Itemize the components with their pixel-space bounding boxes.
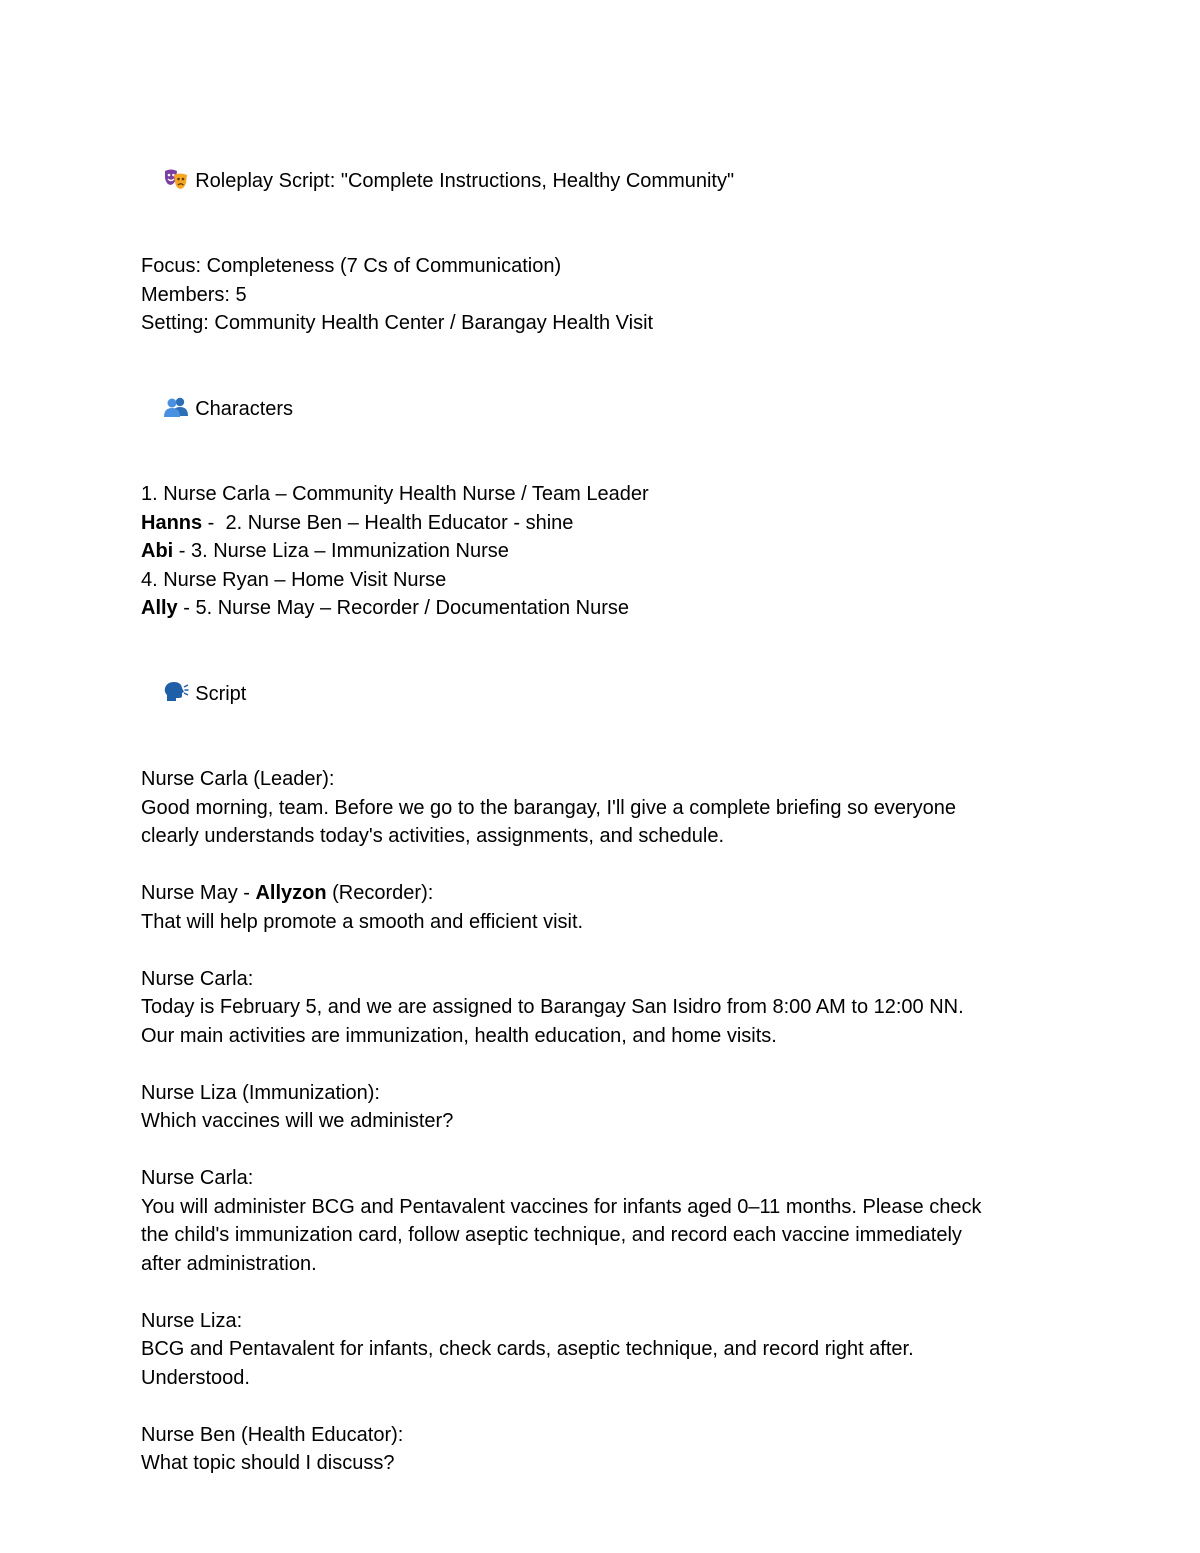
dialogue-line: clearly understands today's activities, assignments, and schedule.	[141, 825, 725, 847]
dialogue-line: Our main activities are immunization, health education, and home visits.	[141, 1024, 777, 1047]
member-name: Ally	[141, 597, 178, 619]
dialogue-line: What topic should I discuss?	[141, 1452, 395, 1474]
dialogue-line: Understood.	[141, 1366, 250, 1389]
dialogue-line: You will administer BCG and Pentavalent vaccines for infants aged 0–11 months. Please check	[141, 1195, 982, 1218]
characters-heading	[141, 366, 1071, 452]
character-item: Hanns - 2. Nurse Ben – Health Educator - shine	[141, 511, 574, 534]
character-item: 1. Nurse Carla – Community Health Nurse / Team Leader	[141, 483, 649, 505]
speaker-label: Nurse Carla (Leader):	[141, 768, 335, 790]
script-heading-label: Script	[195, 682, 247, 705]
script-heading	[141, 651, 1071, 737]
setting-line: Setting: Community Health Center / Barangay Health Visit	[141, 312, 654, 334]
speaker-label: Nurse Carla:	[141, 967, 254, 990]
members-line: Members: 5	[141, 283, 247, 306]
speaker-label: Nurse Liza (Immunization):	[141, 1081, 380, 1104]
character-item: Ally - 5. Nurse May – Recorder / Documentation Nurse	[141, 597, 629, 619]
speaking-head-icon	[163, 681, 189, 703]
characters-heading-label: Characters	[195, 397, 294, 420]
dialogue-line: Today is February 5, and we are assigned to Barangay San Isidro from 8:00 AM to 12:00 NN.	[141, 996, 964, 1018]
speaker-label: Nurse Liza:	[141, 1309, 243, 1332]
member-name: Allyzon	[255, 882, 327, 904]
dialogue-line: the child's immunization card, follow aseptic technique, and record each vaccine immediately	[141, 1224, 962, 1246]
speaker-label: Nurse Ben (Health Educator):	[141, 1423, 404, 1446]
character-item: 4. Nurse Ryan – Home Visit Nurse	[141, 568, 447, 591]
member-name: Hanns	[141, 511, 203, 534]
performing-arts-masks-icon	[163, 168, 189, 190]
character-item: Abi - 3. Nurse Liza – Immunization Nurse	[141, 540, 509, 562]
dialogue-line: That will help promote a smooth and efficient visit.	[141, 910, 584, 933]
dialogue-line: BCG and Pentavalent for infants, check cards, aseptic technique, and record right after.	[141, 1338, 914, 1360]
focus-line: Focus: Completeness (7 Cs of Communication)	[141, 255, 562, 277]
speaker-label: Nurse Carla:	[141, 1167, 254, 1189]
dialogue-line: Which vaccines will we administer?	[141, 1110, 454, 1132]
dialogue-line: Good morning, team. Before we go to the barangay, I'll give a complete briefing so everyone	[141, 796, 957, 819]
people-silhouettes-icon	[163, 396, 189, 418]
dialogue-line: after administration.	[141, 1252, 317, 1275]
speaker-label: Nurse May - Allyzon (Recorder):	[141, 882, 434, 904]
document-title-line	[141, 138, 1071, 224]
member-name: Abi	[141, 540, 174, 562]
document-title: Roleplay Script: "Complete Instructions, Healthy Community"	[195, 169, 735, 192]
document-page	[141, 138, 1071, 1478]
